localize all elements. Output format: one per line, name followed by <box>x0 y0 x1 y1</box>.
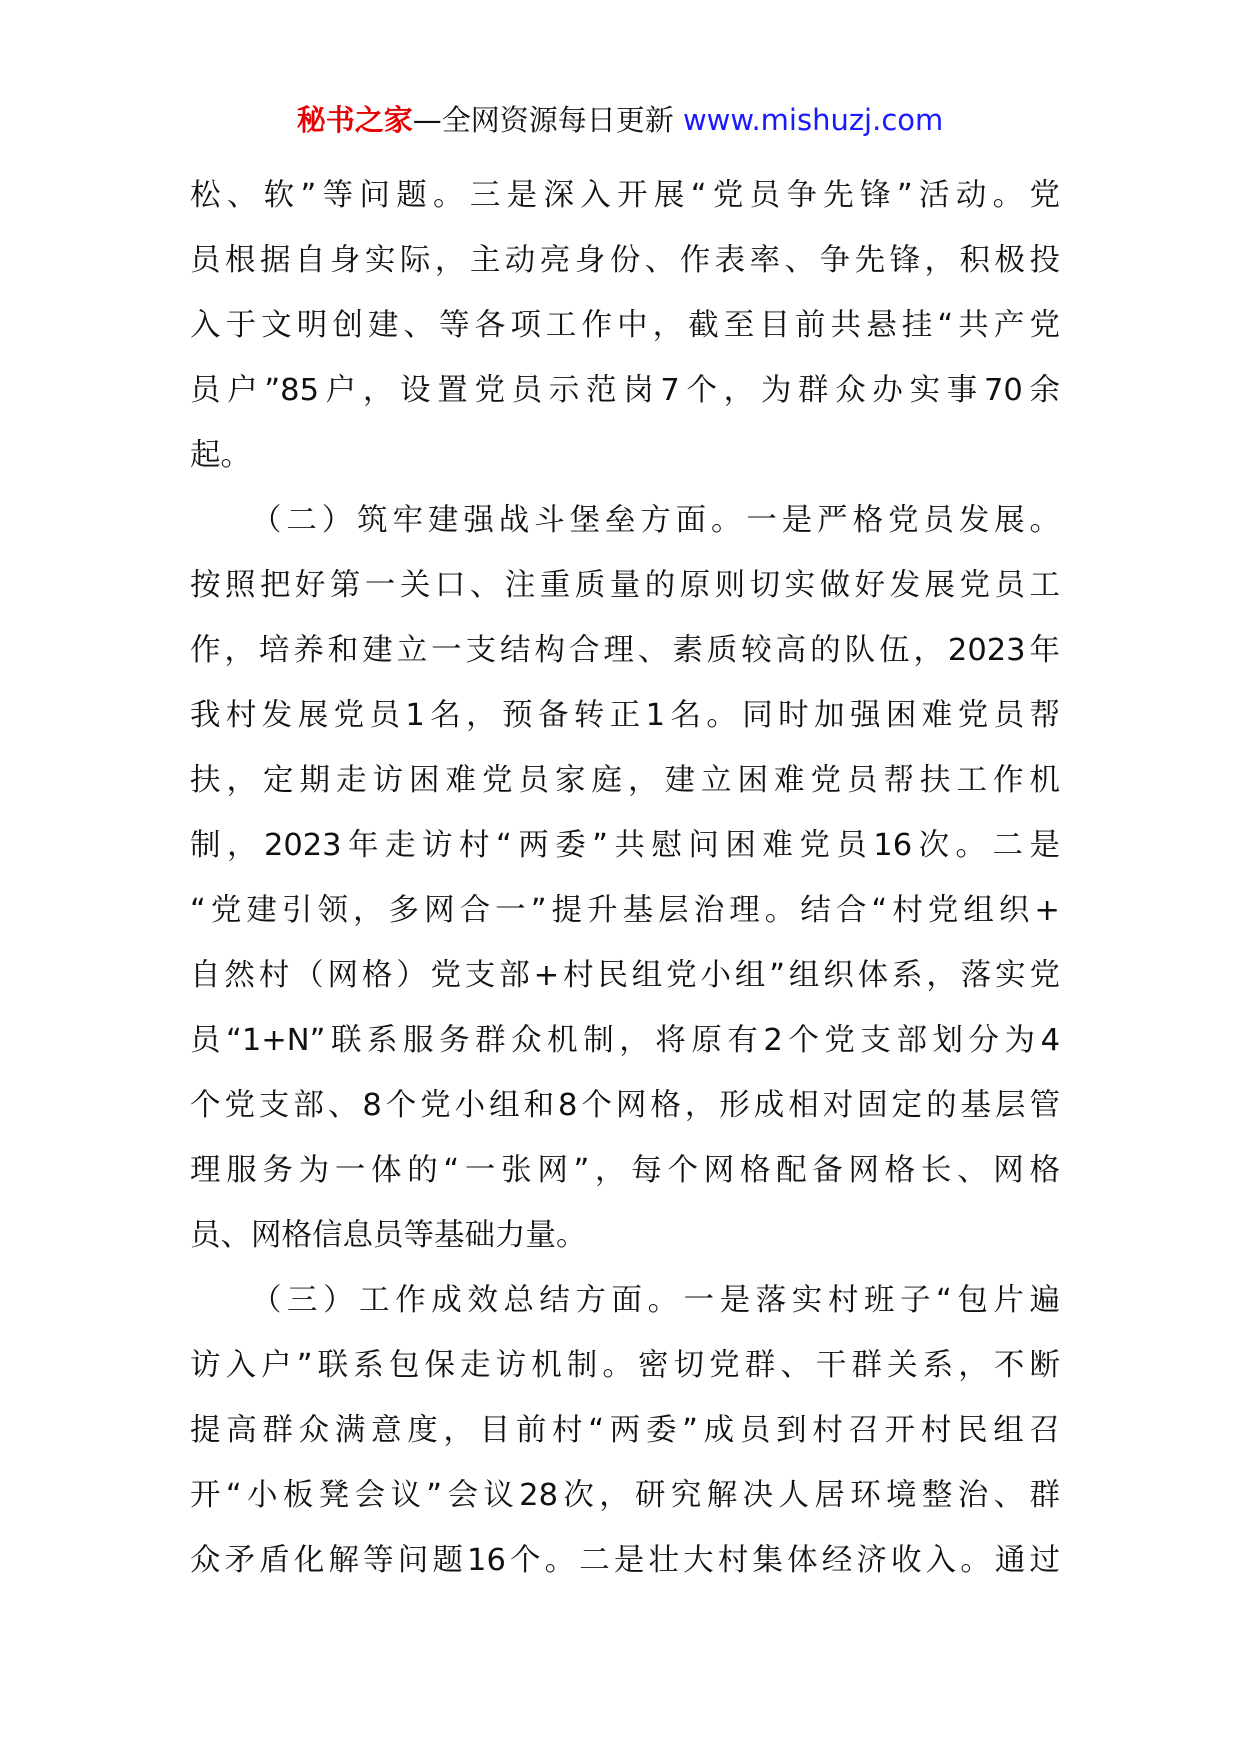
site-tagline: —全网资源每日更新 <box>412 103 683 137</box>
text-line: （二）筑牢建强战斗堡垒方面。一是严格党员发展。 <box>251 503 1060 538</box>
text-line: 员“1+N”联系服务群众机制，将原有2个党支部划分为4 <box>190 1023 1060 1058</box>
text-line: 员根据自身实际，主动亮身份、作表率、争先锋，积极投 <box>190 243 1060 278</box>
site-url-link[interactable]: www.mishuzj.com <box>682 103 944 137</box>
site-header <box>0 100 1240 140</box>
text-line: 提高群众满意度，目前村“两委”成员到村召开村民组召 <box>190 1413 1060 1448</box>
text-line: 我村发展党员1名，预备转正1名。同时加强困难党员帮 <box>190 698 1060 733</box>
text-line: “党建引领，多网合一”提升基层治理。结合“村党组织+ <box>190 893 1060 928</box>
text-line: 访入户”联系包保走访机制。密切党群、干群关系，不断 <box>190 1348 1060 1383</box>
text-line: 制，2023年走访村“两委”共慰问困难党员16次。二是 <box>190 828 1060 863</box>
text-line: 员户”85户，设置党员示范岗7个，为群众办实事70余 <box>190 373 1060 408</box>
site-brand: 秘书之家 <box>296 103 413 137</box>
text-line: 入于文明创建、等各项工作中，截至目前共悬挂“共产党 <box>190 308 1060 343</box>
text-line: 众矛盾化解等问题16个。二是壮大村集体经济收入。通过 <box>190 1543 1060 1578</box>
text-line: 松、软”等问题。三是深入开展“党员争先锋”活动。党 <box>190 178 1060 213</box>
paragraph-fortress-building <box>190 488 1060 1268</box>
paragraph-party-member-activities <box>190 163 1060 488</box>
text-line: 自然村（网格）党支部+村民组党小组”组织体系，落实党 <box>190 958 1060 993</box>
text-line: （三）工作成效总结方面。一是落实村班子“包片遍 <box>251 1283 1060 1318</box>
paragraph-work-results <box>190 1268 1060 1593</box>
text-line: 按照把好第一关口、注重质量的原则切实做好发展党员工 <box>190 568 1060 603</box>
text-line: 作，培养和建立一支结构合理、素质较高的队伍，2023年 <box>190 633 1060 668</box>
text-line: 员、网格信息员等基础力量。 <box>190 1218 587 1253</box>
document-body <box>190 163 1060 1593</box>
text-line: 起。 <box>190 438 251 473</box>
text-line: 理服务为一体的“一张网”，每个网格配备网格长、网格 <box>190 1153 1060 1188</box>
text-line: 开“小板凳会议”会议28次，研究解决人居环境整治、群 <box>190 1478 1060 1513</box>
text-line: 扶，定期走访困难党员家庭，建立困难党员帮扶工作机 <box>190 763 1060 798</box>
text-line: 个党支部、8个党小组和8个网格，形成相对固定的基层管 <box>190 1088 1060 1123</box>
